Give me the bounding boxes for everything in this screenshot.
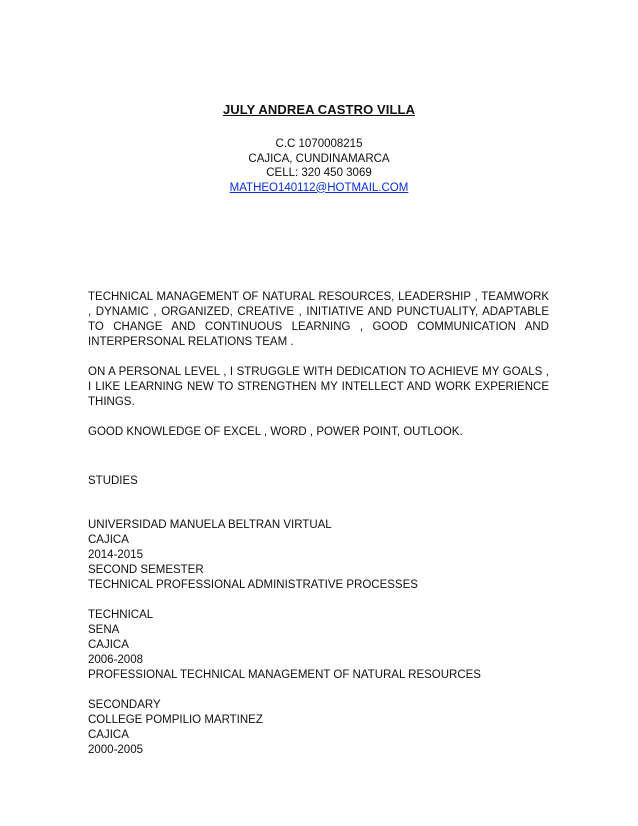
study-line: SECOND SEMESTER xyxy=(88,564,204,576)
study-line: 2000-2005 xyxy=(88,744,143,756)
profile-paragraph-software: GOOD KNOWLEDGE OF EXCEL , WORD , POWER POINT, OUTLOOK. xyxy=(88,426,463,438)
study-line: UNIVERSIDAD MANUELA BELTRAN VIRTUAL xyxy=(88,519,332,531)
study-line: SENA xyxy=(88,624,120,636)
study-line: SECONDARY xyxy=(88,699,161,711)
study-line: CAJICA xyxy=(88,639,129,651)
studies-heading: STUDIES xyxy=(88,475,138,487)
studies-section xyxy=(88,518,549,773)
study-line: COLLEGE POMPILIO MARTINEZ xyxy=(88,714,263,726)
study-line: 2014-2015 xyxy=(88,549,143,561)
contact-block xyxy=(0,137,638,195)
study-line: 2006-2008 xyxy=(88,654,143,666)
study-entry-technical xyxy=(88,608,549,683)
study-line: CAJICA xyxy=(88,534,129,546)
city-line: CAJICA, CUNDINAMARCA xyxy=(248,152,390,165)
profile-paragraph-personal: ON A PERSONAL LEVEL , I STRUGGLE WITH DEDICATION TO ACHIEVE MY GOALS , I LIKE LEARNING NEW TO STRENGTHEN MY INTELLECT AND WORK EXPERIENCE THINGS. xyxy=(88,366,549,408)
study-line: TECHNICAL xyxy=(88,609,154,621)
study-entry-secondary xyxy=(88,698,549,758)
study-entry-university xyxy=(88,518,549,593)
id-number: C.C 1070008215 xyxy=(275,138,363,150)
candidate-name: JULY ANDREA CASTRO VILLA xyxy=(222,102,416,117)
email-link[interactable]: MATHEO140112@HOTMAIL.COM xyxy=(229,181,409,194)
profile-paragraph-skills: TECHNICAL MANAGEMENT OF NATURAL RESOURCES, LEADERSHIP , TEAMWORK , DYNAMIC , ORGANIZED, CREATIVE , INITIATIVE AND PUNCTUALITY, ADAPTABLE TO CHANGE AND CONTINUOUS LEARNING , GOOD COMMUNICATION AND INTERPERSONAL RELATIONS TEAM . xyxy=(88,291,549,348)
profile-section xyxy=(88,290,549,455)
cell-phone: CELL: 320 450 3069 xyxy=(266,167,372,179)
study-line: PROFESSIONAL TECHNICAL MANAGEMENT OF NATURAL RESOURCES xyxy=(88,669,481,681)
study-line: TECHNICAL PROFESSIONAL ADMINISTRATIVE PROCESSES xyxy=(88,579,418,591)
study-line: CAJICA xyxy=(88,729,129,741)
resume-header xyxy=(0,102,638,195)
